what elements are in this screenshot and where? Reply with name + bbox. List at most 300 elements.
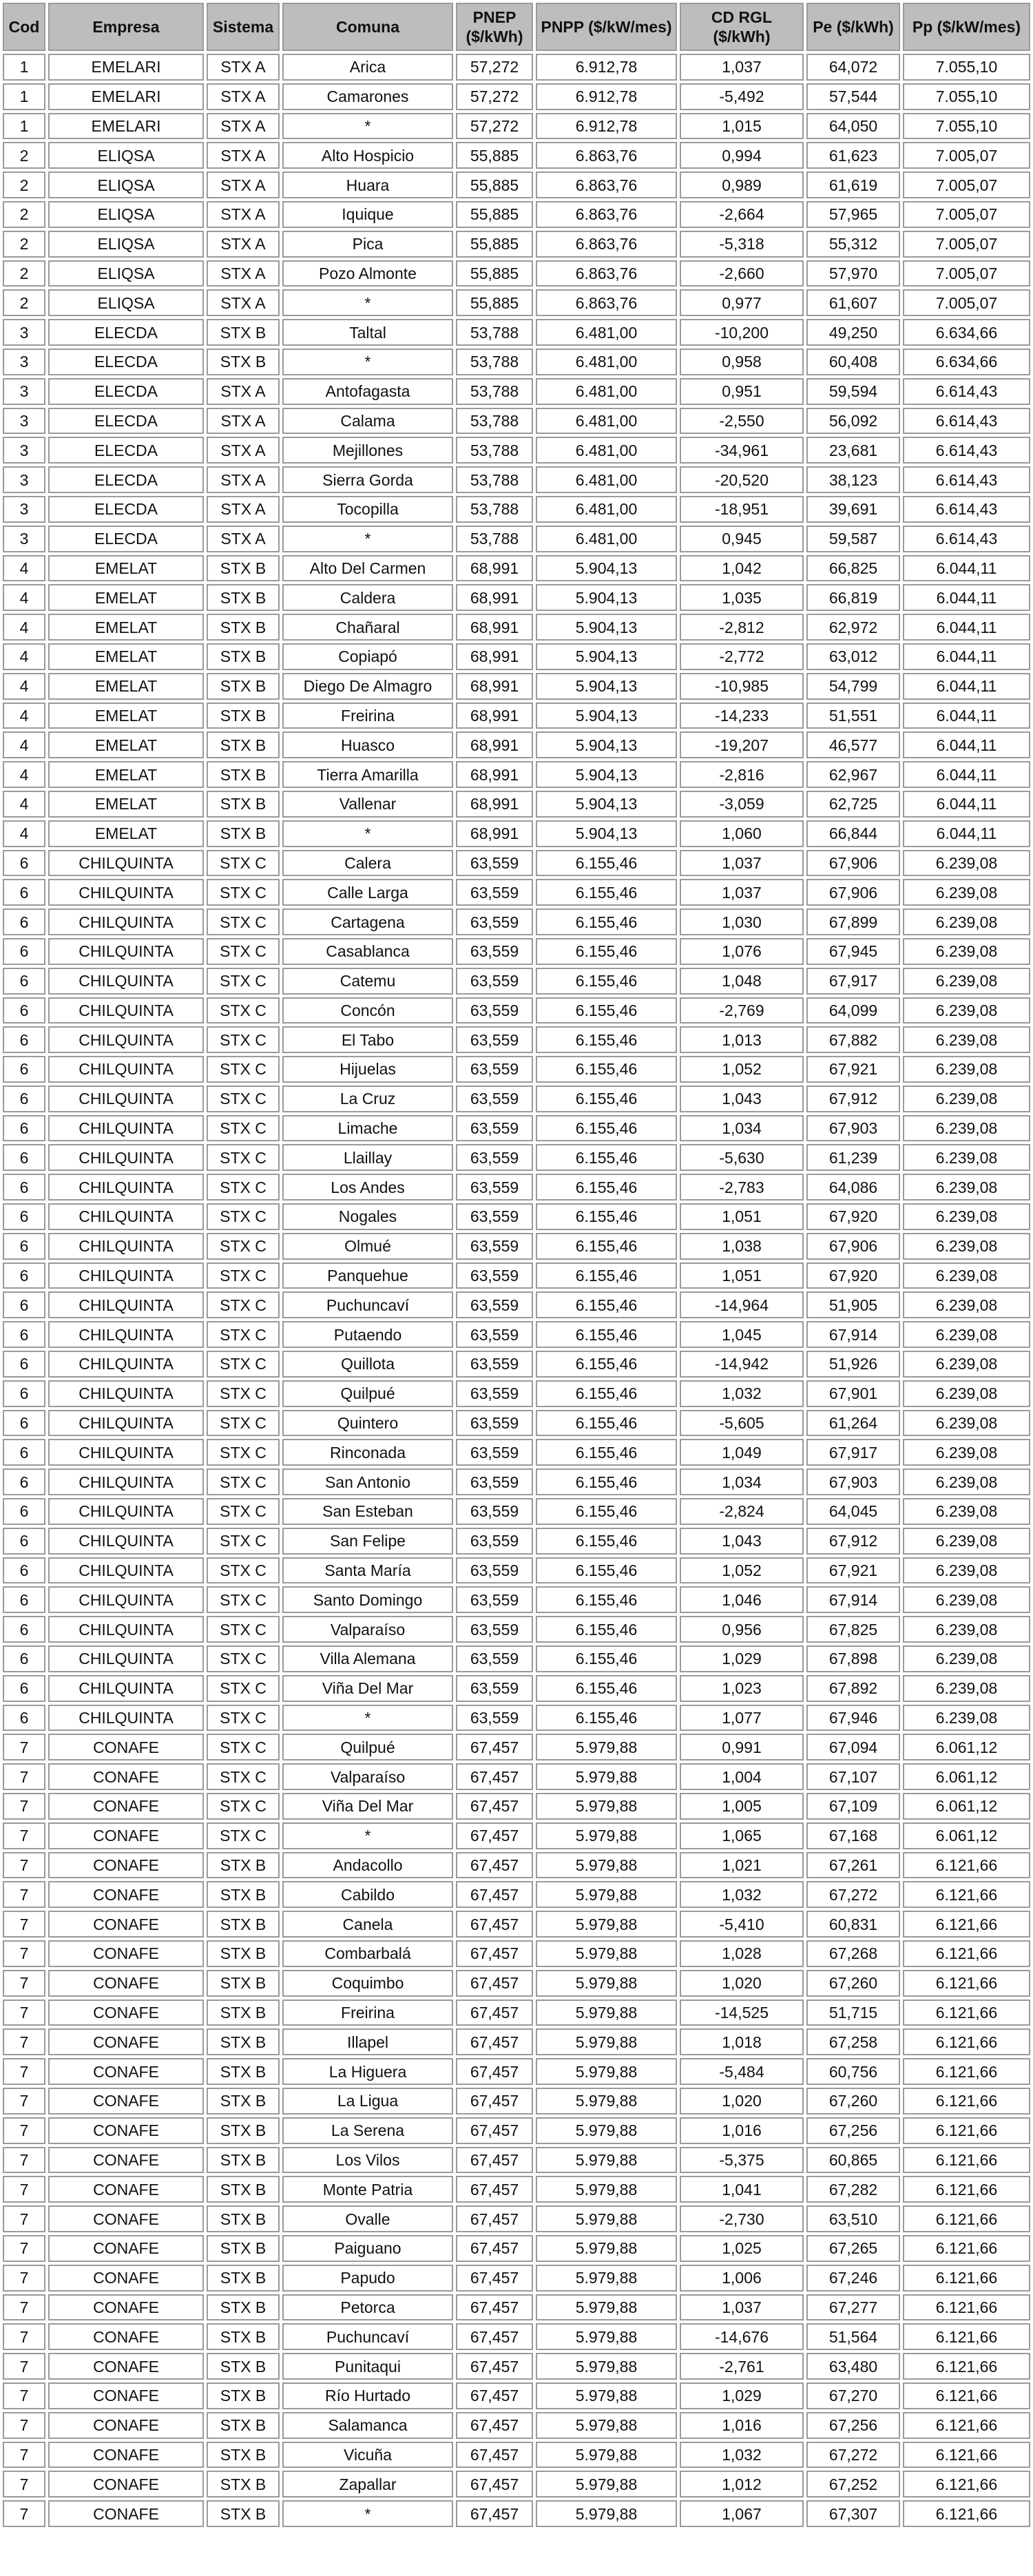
cell-sistema: STX C xyxy=(207,1321,280,1348)
cell-pp: 6.121,66 xyxy=(903,2294,1030,2321)
table-row xyxy=(3,319,1030,346)
table-row xyxy=(3,1026,1030,1053)
table-row xyxy=(3,2442,1030,2469)
cell-pnpp: 6.481,00 xyxy=(536,496,677,523)
cell-comuna: San Antonio xyxy=(282,1468,453,1495)
cell-pp: 6.239,08 xyxy=(903,997,1030,1024)
cell-cod: 7 xyxy=(3,1881,45,1908)
cell-pp: 6.121,66 xyxy=(903,1911,1030,1938)
cell-pnep: 67,457 xyxy=(456,1970,533,1997)
cell-pp: 6.239,08 xyxy=(903,1675,1030,1702)
cell-cd-rgl: -18,951 xyxy=(680,496,804,523)
cell-pp: 6.239,08 xyxy=(903,1645,1030,1672)
cell-sistema: STX C xyxy=(207,1351,280,1378)
cell-comuna: San Esteban xyxy=(282,1498,453,1525)
cell-comuna: Paiguano xyxy=(282,2235,453,2262)
cell-cod: 6 xyxy=(3,1557,45,1584)
table-row xyxy=(3,231,1030,258)
cell-sistema: STX B xyxy=(207,643,280,670)
cell-pe: 67,256 xyxy=(806,2117,900,2144)
cell-pnep: 68,991 xyxy=(456,820,533,847)
cell-cd-rgl: 0,951 xyxy=(680,378,804,405)
cell-pnpp: 6.912,78 xyxy=(536,54,677,81)
cell-sistema: STX B xyxy=(207,2265,280,2292)
cell-sistema: STX A xyxy=(207,437,280,464)
cell-comuna: Canela xyxy=(282,1911,453,1938)
cell-pnep: 63,559 xyxy=(456,1026,533,1053)
cell-cd-rgl: 1,018 xyxy=(680,2028,804,2055)
cell-comuna: Pozo Almonte xyxy=(282,260,453,287)
cell-pp: 6.044,11 xyxy=(903,643,1030,670)
cell-pe: 64,086 xyxy=(806,1174,900,1201)
cell-cd-rgl: 1,052 xyxy=(680,1056,804,1083)
cell-cod: 6 xyxy=(3,1498,45,1525)
cell-comuna: * xyxy=(282,1705,453,1732)
cell-pnpp: 5.979,88 xyxy=(536,2442,677,2469)
cell-cod: 7 xyxy=(3,2205,45,2232)
cell-pp: 6.614,43 xyxy=(903,496,1030,523)
table-row xyxy=(3,1086,1030,1112)
cell-comuna: San Felipe xyxy=(282,1528,453,1555)
cell-pp: 6.239,08 xyxy=(903,1586,1030,1613)
cell-cd-rgl: 1,034 xyxy=(680,1115,804,1142)
table-row xyxy=(3,378,1030,405)
cell-cd-rgl: 1,029 xyxy=(680,2382,804,2409)
cell-cod: 6 xyxy=(3,1380,45,1407)
cell-pe: 67,946 xyxy=(806,1705,900,1732)
cell-comuna: Vicuña xyxy=(282,2442,453,2469)
cell-cod: 3 xyxy=(3,349,45,375)
cell-sistema: STX B xyxy=(207,2028,280,2055)
cell-sistema: STX C xyxy=(207,1410,280,1437)
cell-pnep: 68,991 xyxy=(456,614,533,641)
cell-cd-rgl: -2,664 xyxy=(680,201,804,228)
cell-pnep: 67,457 xyxy=(456,1734,533,1760)
cell-pp: 7.005,07 xyxy=(903,289,1030,316)
table-row xyxy=(3,555,1030,582)
cell-comuna: Iquique xyxy=(282,201,453,228)
cell-cod: 6 xyxy=(3,1086,45,1112)
cell-sistema: STX B xyxy=(207,2058,280,2085)
cell-pp: 6.239,08 xyxy=(903,1026,1030,1053)
cell-empresa: CHILQUINTA xyxy=(48,879,204,906)
cell-pe: 60,831 xyxy=(806,1911,900,1938)
cell-pp: 6.239,08 xyxy=(903,1144,1030,1171)
cell-empresa: CONAFE xyxy=(48,1970,204,1997)
table-row xyxy=(3,731,1030,758)
cell-pp: 6.239,08 xyxy=(903,1174,1030,1201)
cell-pnpp: 6.481,00 xyxy=(536,349,677,375)
cell-pe: 55,312 xyxy=(806,231,900,258)
cell-pp: 6.614,43 xyxy=(903,408,1030,435)
cell-sistema: STX C xyxy=(207,1439,280,1466)
header-sistema: Sistema xyxy=(207,3,280,51)
cell-pnep: 55,885 xyxy=(456,289,533,316)
cell-pe: 67,920 xyxy=(806,1263,900,1289)
cell-pe: 67,898 xyxy=(806,1645,900,1672)
table-row xyxy=(3,1852,1030,1879)
cell-pp: 7.055,10 xyxy=(903,83,1030,110)
cell-pnep: 67,457 xyxy=(456,2176,533,2203)
table-row xyxy=(3,1911,1030,1938)
cell-pnpp: 5.979,88 xyxy=(536,2294,677,2321)
cell-cod: 6 xyxy=(3,1291,45,1318)
cell-sistema: STX B xyxy=(207,2205,280,2232)
cell-pnep: 63,559 xyxy=(456,1645,533,1672)
header-pnep: PNEP ($/kWh) xyxy=(456,3,533,51)
cell-pp: 6.121,66 xyxy=(903,1881,1030,1908)
cell-sistema: STX A xyxy=(207,289,280,316)
cell-pp: 7.005,07 xyxy=(903,142,1030,169)
table-row xyxy=(3,1144,1030,1171)
cell-sistema: STX B xyxy=(207,2323,280,2350)
cell-pnep: 68,991 xyxy=(456,703,533,729)
cell-pp: 7.055,10 xyxy=(903,54,1030,81)
cell-pp: 6.239,08 xyxy=(903,879,1030,906)
cell-pnpp: 6.481,00 xyxy=(536,437,677,464)
table-row xyxy=(3,1291,1030,1318)
cell-comuna: Putaendo xyxy=(282,1321,453,1348)
cell-comuna: Pica xyxy=(282,231,453,258)
cell-cd-rgl: 1,035 xyxy=(680,584,804,611)
cell-pnep: 67,457 xyxy=(456,1911,533,1938)
cell-pnpp: 5.979,88 xyxy=(536,2412,677,2439)
cell-pp: 6.239,08 xyxy=(903,1233,1030,1260)
cell-pnpp: 6.155,46 xyxy=(536,1645,677,1672)
cell-cd-rgl: -5,492 xyxy=(680,83,804,110)
cell-sistema: STX C xyxy=(207,1528,280,1555)
table-row xyxy=(3,1763,1030,1790)
cell-empresa: ELIQSA xyxy=(48,231,204,258)
cell-cd-rgl: -5,318 xyxy=(680,231,804,258)
cell-cd-rgl: 1,041 xyxy=(680,2176,804,2203)
cell-pp: 6.614,43 xyxy=(903,437,1030,464)
cell-comuna: Calera xyxy=(282,850,453,877)
cell-comuna: Río Hurtado xyxy=(282,2382,453,2409)
cell-comuna: La Serena xyxy=(282,2117,453,2144)
cell-pp: 7.005,07 xyxy=(903,201,1030,228)
cell-pnpp: 5.979,88 xyxy=(536,1734,677,1760)
cell-comuna: Vallenar xyxy=(282,791,453,818)
cell-cod: 6 xyxy=(3,1586,45,1613)
cell-cd-rgl: -2,550 xyxy=(680,408,804,435)
cell-pnpp: 6.155,46 xyxy=(536,1528,677,1555)
cell-pp: 6.239,08 xyxy=(903,1557,1030,1584)
cell-sistema: STX B xyxy=(207,2471,280,2497)
table-body xyxy=(3,54,1030,2527)
cell-pnpp: 5.904,13 xyxy=(536,820,677,847)
cell-pe: 67,260 xyxy=(806,2088,900,2115)
cell-comuna: Calle Larga xyxy=(282,879,453,906)
cell-cd-rgl: 1,042 xyxy=(680,555,804,582)
cell-pe: 67,921 xyxy=(806,1056,900,1083)
cell-pe: 51,926 xyxy=(806,1351,900,1378)
cell-sistema: STX C xyxy=(207,1675,280,1702)
cell-sistema: STX C xyxy=(207,1793,280,1820)
cell-pnpp: 5.904,13 xyxy=(536,555,677,582)
cell-pnpp: 6.481,00 xyxy=(536,526,677,552)
table-row xyxy=(3,703,1030,729)
cell-pnpp: 6.155,46 xyxy=(536,1705,677,1732)
cell-pe: 23,681 xyxy=(806,437,900,464)
cell-sistema: STX C xyxy=(207,908,280,935)
cell-pnpp: 5.979,88 xyxy=(536,2028,677,2055)
cell-cd-rgl: 1,051 xyxy=(680,1203,804,1230)
cell-pp: 6.121,66 xyxy=(903,1852,1030,1879)
cell-pnpp: 6.155,46 xyxy=(536,1291,677,1318)
cell-pe: 66,819 xyxy=(806,584,900,611)
cell-cod: 7 xyxy=(3,1852,45,1879)
cell-comuna: * xyxy=(282,113,453,140)
cell-empresa: CONAFE xyxy=(48,2382,204,2409)
cell-pe: 51,551 xyxy=(806,703,900,729)
cell-pp: 6.044,11 xyxy=(903,820,1030,847)
header-cod: Cod xyxy=(3,3,45,51)
cell-comuna: La Higuera xyxy=(282,2058,453,2085)
cell-sistema: STX A xyxy=(207,496,280,523)
cell-pnpp: 5.904,13 xyxy=(536,614,677,641)
cell-pnep: 63,559 xyxy=(456,1705,533,1732)
cell-pnpp: 6.912,78 xyxy=(536,83,677,110)
table-row xyxy=(3,2235,1030,2262)
cell-pe: 64,050 xyxy=(806,113,900,140)
cell-pnep: 53,788 xyxy=(456,319,533,346)
table-row xyxy=(3,1115,1030,1142)
cell-comuna: Alto Hospicio xyxy=(282,142,453,169)
cell-pp: 6.044,11 xyxy=(903,555,1030,582)
table-row xyxy=(3,2176,1030,2203)
cell-cd-rgl: -2,769 xyxy=(680,997,804,1024)
cell-comuna: Quillota xyxy=(282,1351,453,1378)
cell-cod: 4 xyxy=(3,643,45,670)
cell-sistema: STX C xyxy=(207,997,280,1024)
cell-pe: 61,264 xyxy=(806,1410,900,1437)
cell-pe: 67,906 xyxy=(806,850,900,877)
cell-pnpp: 6.155,46 xyxy=(536,968,677,995)
cell-sistema: STX B xyxy=(207,1970,280,1997)
cell-cd-rgl: -2,783 xyxy=(680,1174,804,1201)
cell-sistema: STX C xyxy=(207,1763,280,1790)
cell-cod: 2 xyxy=(3,231,45,258)
cell-pnep: 63,559 xyxy=(456,879,533,906)
cell-cd-rgl: 1,037 xyxy=(680,879,804,906)
table-row xyxy=(3,526,1030,552)
cell-pnpp: 5.979,88 xyxy=(536,1999,677,2026)
cell-pe: 66,825 xyxy=(806,555,900,582)
cell-pe: 38,123 xyxy=(806,466,900,493)
table-row xyxy=(3,1822,1030,1849)
cell-cod: 7 xyxy=(3,1734,45,1760)
table-row xyxy=(3,289,1030,316)
cell-pnep: 67,457 xyxy=(456,2147,533,2174)
table-row xyxy=(3,643,1030,670)
cell-pp: 6.239,08 xyxy=(903,1380,1030,1407)
cell-pnpp: 6.155,46 xyxy=(536,1233,677,1260)
table-row xyxy=(3,2500,1030,2527)
cell-pnpp: 5.979,88 xyxy=(536,2265,677,2292)
cell-comuna: Viña Del Mar xyxy=(282,1675,453,1702)
cell-empresa: ELECDA xyxy=(48,349,204,375)
cell-comuna: Punitaqui xyxy=(282,2353,453,2380)
cell-cd-rgl: -2,812 xyxy=(680,614,804,641)
cell-sistema: STX A xyxy=(207,201,280,228)
table-row xyxy=(3,466,1030,493)
table-row xyxy=(3,408,1030,435)
cell-pnpp: 6.155,46 xyxy=(536,850,677,877)
cell-empresa: CONAFE xyxy=(48,1734,204,1760)
cell-comuna: Valparaíso xyxy=(282,1763,453,1790)
cell-pnep: 63,559 xyxy=(456,1498,533,1525)
cell-pnep: 53,788 xyxy=(456,349,533,375)
header-row xyxy=(3,3,1030,51)
cell-pp: 6.121,66 xyxy=(903,2088,1030,2115)
table-row xyxy=(3,1881,1030,1908)
cell-comuna: Zapallar xyxy=(282,2471,453,2497)
cell-pnep: 67,457 xyxy=(456,2088,533,2115)
cell-empresa: CHILQUINTA xyxy=(48,1144,204,1171)
cell-comuna: Rinconada xyxy=(282,1439,453,1466)
cell-sistema: STX A xyxy=(207,526,280,552)
cell-comuna: Taltal xyxy=(282,319,453,346)
cell-comuna: Panquehue xyxy=(282,1263,453,1289)
cell-pe: 63,012 xyxy=(806,643,900,670)
cell-comuna: Illapel xyxy=(282,2028,453,2055)
cell-pnep: 63,559 xyxy=(456,1528,533,1555)
header-pe: Pe ($/kWh) xyxy=(806,3,900,51)
cell-comuna: Camarones xyxy=(282,83,453,110)
cell-cod: 4 xyxy=(3,584,45,611)
cell-cod: 6 xyxy=(3,1439,45,1466)
cell-cd-rgl: 1,049 xyxy=(680,1439,804,1466)
cell-pnep: 67,457 xyxy=(456,1999,533,2026)
cell-pnep: 57,272 xyxy=(456,54,533,81)
cell-cod: 7 xyxy=(3,2471,45,2497)
cell-empresa: CONAFE xyxy=(48,2265,204,2292)
cell-cd-rgl: -2,761 xyxy=(680,2353,804,2380)
cell-pp: 6.121,66 xyxy=(903,2412,1030,2439)
cell-pnep: 68,991 xyxy=(456,731,533,758)
cell-pnep: 67,457 xyxy=(456,2353,533,2380)
table-row xyxy=(3,791,1030,818)
table-row xyxy=(3,850,1030,877)
cell-pnpp: 6.155,46 xyxy=(536,1086,677,1112)
cell-cod: 7 xyxy=(3,2382,45,2409)
cell-pe: 67,256 xyxy=(806,2412,900,2439)
cell-pnpp: 6.155,46 xyxy=(536,1026,677,1053)
cell-pp: 6.121,66 xyxy=(903,2500,1030,2527)
cell-pnep: 53,788 xyxy=(456,408,533,435)
cell-empresa: CHILQUINTA xyxy=(48,1616,204,1643)
cell-comuna: Copiapó xyxy=(282,643,453,670)
cell-pe: 46,577 xyxy=(806,731,900,758)
cell-comuna: Olmué xyxy=(282,1233,453,1260)
cell-cd-rgl: -3,059 xyxy=(680,791,804,818)
cell-empresa: CHILQUINTA xyxy=(48,1351,204,1378)
cell-cod: 6 xyxy=(3,1026,45,1053)
cell-cod: 1 xyxy=(3,54,45,81)
cell-empresa: CONAFE xyxy=(48,2147,204,2174)
cell-pnep: 68,991 xyxy=(456,673,533,700)
cell-pe: 49,250 xyxy=(806,319,900,346)
cell-sistema: STX A xyxy=(207,142,280,169)
cell-pnpp: 5.979,88 xyxy=(536,2117,677,2144)
cell-pp: 6.121,66 xyxy=(903,2058,1030,2085)
cell-empresa: CHILQUINTA xyxy=(48,1557,204,1584)
cell-pnep: 67,457 xyxy=(456,2205,533,2232)
cell-comuna: Caldera xyxy=(282,584,453,611)
table-row xyxy=(3,997,1030,1024)
cell-empresa: CONAFE xyxy=(48,1852,204,1879)
cell-pp: 7.055,10 xyxy=(903,113,1030,140)
cell-pnep: 68,991 xyxy=(456,643,533,670)
cell-comuna: Andacollo xyxy=(282,1852,453,1879)
cell-pnpp: 5.979,88 xyxy=(536,1763,677,1790)
cell-pnep: 67,457 xyxy=(456,2500,533,2527)
cell-pp: 6.121,66 xyxy=(903,2323,1030,2350)
cell-comuna: Petorca xyxy=(282,2294,453,2321)
cell-sistema: STX B xyxy=(207,2235,280,2262)
table-row xyxy=(3,614,1030,641)
cell-pp: 7.005,07 xyxy=(903,260,1030,287)
cell-cod: 7 xyxy=(3,2323,45,2350)
cell-pnpp: 6.155,46 xyxy=(536,1144,677,1171)
cell-comuna: Tocopilla xyxy=(282,496,453,523)
cell-pp: 6.121,66 xyxy=(903,2028,1030,2055)
cell-cod: 7 xyxy=(3,2500,45,2527)
cell-pnep: 63,559 xyxy=(456,1115,533,1142)
cell-cod: 7 xyxy=(3,2353,45,2380)
cell-cod: 3 xyxy=(3,466,45,493)
cell-cod: 6 xyxy=(3,908,45,935)
cell-cd-rgl: 1,030 xyxy=(680,908,804,935)
cell-sistema: STX B xyxy=(207,584,280,611)
cell-comuna: Freirina xyxy=(282,703,453,729)
cell-cod: 2 xyxy=(3,201,45,228)
cell-pp: 6.239,08 xyxy=(903,1528,1030,1555)
cell-cd-rgl: 0,958 xyxy=(680,349,804,375)
cell-empresa: CONAFE xyxy=(48,1911,204,1938)
cell-pnep: 67,457 xyxy=(456,1793,533,1820)
cell-pnpp: 6.863,76 xyxy=(536,142,677,169)
cell-sistema: STX B xyxy=(207,2382,280,2409)
cell-pe: 60,408 xyxy=(806,349,900,375)
cell-sistema: STX C xyxy=(207,1291,280,1318)
cell-comuna: * xyxy=(282,526,453,552)
cell-empresa: CONAFE xyxy=(48,1999,204,2026)
cell-pnpp: 5.979,88 xyxy=(536,2205,677,2232)
cell-pnpp: 6.155,46 xyxy=(536,1439,677,1466)
cell-pe: 67,270 xyxy=(806,2382,900,2409)
table-row xyxy=(3,1056,1030,1083)
cell-pe: 67,272 xyxy=(806,2442,900,2469)
cell-cod: 2 xyxy=(3,289,45,316)
cell-pnep: 57,272 xyxy=(456,113,533,140)
cell-sistema: STX A xyxy=(207,466,280,493)
cell-pnpp: 6.155,46 xyxy=(536,1263,677,1289)
cell-pnep: 67,457 xyxy=(456,2235,533,2262)
cell-sistema: STX C xyxy=(207,879,280,906)
cell-pp: 6.121,66 xyxy=(903,2147,1030,2174)
cell-cod: 7 xyxy=(3,1940,45,1967)
cell-pnep: 63,559 xyxy=(456,1321,533,1348)
cell-pnpp: 6.155,46 xyxy=(536,938,677,965)
cell-pnpp: 5.979,88 xyxy=(536,1881,677,1908)
cell-cd-rgl: 1,037 xyxy=(680,2294,804,2321)
cell-pe: 59,587 xyxy=(806,526,900,552)
cell-empresa: CONAFE xyxy=(48,2323,204,2350)
cell-empresa: CHILQUINTA xyxy=(48,1705,204,1732)
cell-pp: 6.044,11 xyxy=(903,791,1030,818)
